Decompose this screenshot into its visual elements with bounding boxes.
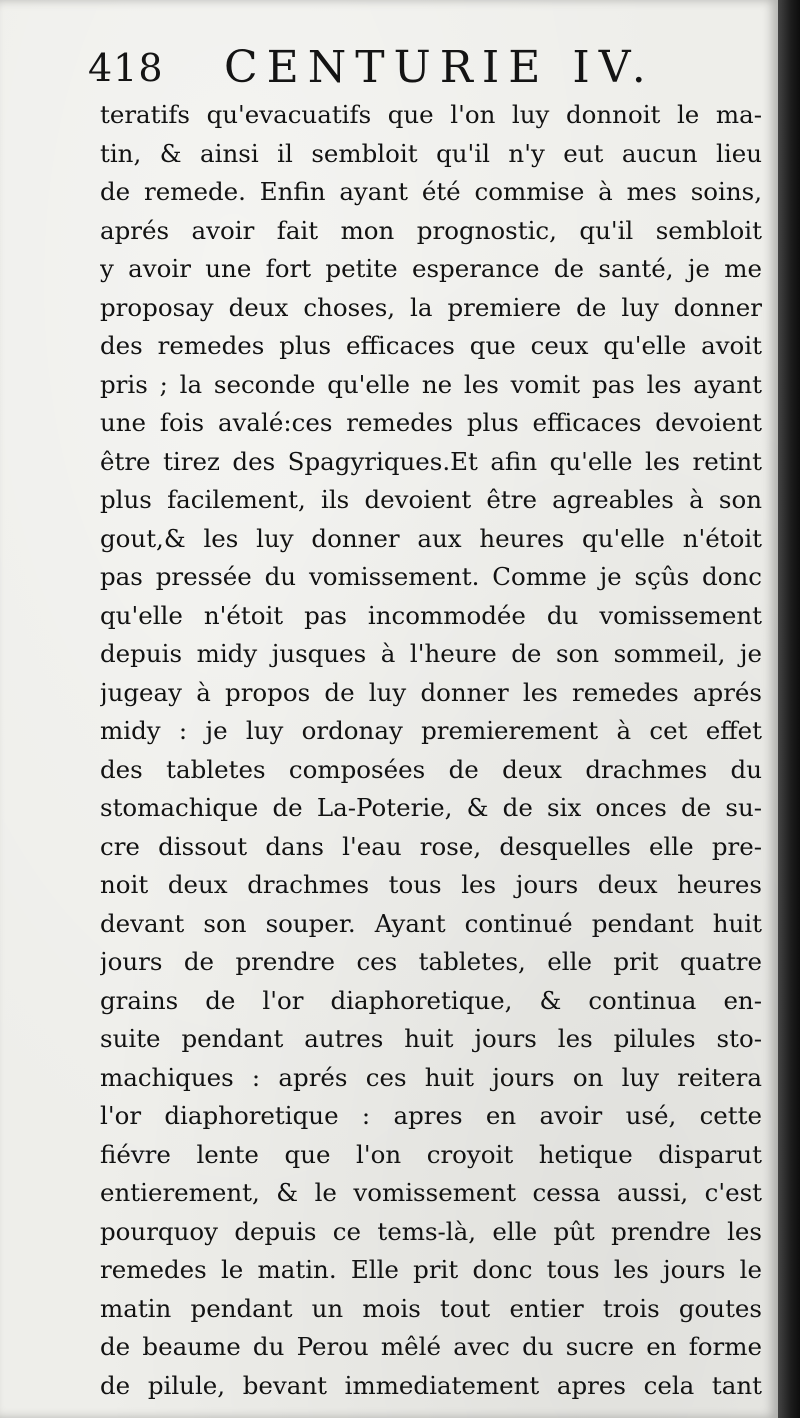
text-line: de remede. Enfin ayant été commise à mes soins,: [100, 177, 762, 206]
text-line: pourquoy depuis ce tems-là, elle pût prendre les: [100, 1216, 762, 1246]
text-line: matin pendant un mois tout entier trois goutes: [100, 1293, 762, 1323]
text-line: jugeay à propos de luy donner les remedes aprés: [100, 677, 762, 707]
body-text: [100, 96, 762, 1405]
page-header: [88, 38, 728, 94]
text-line: des remedes plus efficaces que ceux qu'elle avoit: [100, 331, 762, 360]
text-line: teratifs qu'evacuatifs que l'on luy donnoit le ma-: [100, 100, 762, 129]
text-line: de beaume du Perou mêlé avec du sucre en forme: [100, 1332, 762, 1361]
text-line: l'or diaphoretique : apres en avoir usé, cette: [100, 1101, 762, 1130]
text-line: cre dissout dans l'eau rose, desquelles elle pre-: [100, 831, 762, 861]
text-line: devant son souper. Ayant continué pendant huit: [100, 908, 762, 938]
text-line: être tirez des Spagyriques.Et afin qu'elle les retint: [100, 446, 762, 476]
text-line: machiques : aprés ces huit jours on luy reitera: [100, 1062, 762, 1092]
text-line: gout,& les luy donner aux heures qu'elle n'étoit: [100, 523, 762, 553]
text-line: depuis midy jusques à l'heure de son sommeil, je: [100, 639, 762, 668]
text-line: pas pressée du vomissement. Comme je sçûs donc: [100, 562, 762, 591]
text-line: entierement, & le vomissement cessa aussi, c'est: [100, 1178, 762, 1207]
page-number: 418: [88, 46, 164, 90]
text-line: midy : je luy ordonay premierement à cet effet: [100, 716, 762, 745]
text-line: pris ; la seconde qu'elle ne les vomit pas les ayant: [100, 369, 762, 399]
text-line: noit deux drachmes tous les jours deux heures: [100, 870, 762, 899]
text-line: qu'elle n'étoit pas incommodée du vomissement: [100, 600, 762, 630]
text-line: remedes le matin. Elle prit donc tous les jours le: [100, 1255, 762, 1284]
text-line: une fois avalé:ces remedes plus efficaces devoient: [100, 408, 762, 437]
text-line: de pilule, bevant immediatement apres cela tant: [100, 1370, 762, 1400]
text-line: jours de prendre ces tabletes, elle prit quatre: [100, 947, 762, 976]
book-edge-shadow: [778, 0, 800, 1418]
running-head: CENTURIE IV.: [224, 42, 655, 93]
text-line: fiévre lente que l'on croyoit hetique disparut: [100, 1139, 762, 1169]
text-line: stomachique de La-Poterie, & de six onces de su-: [100, 793, 762, 822]
text-line: grains de l'or diaphoretique, & continua en-: [100, 985, 762, 1015]
text-line: proposay deux choses, la premiere de luy donner: [100, 292, 762, 322]
text-line: des tabletes composées de deux drachmes du: [100, 754, 762, 784]
text-line: plus facilement, ils devoient être agreables à son: [100, 485, 762, 514]
text-line: aprés avoir fait mon prognostic, qu'il sembloit: [100, 215, 762, 245]
text-line: suite pendant autres huit jours les pilules sto-: [100, 1024, 762, 1053]
text-line: tin, & ainsi il sembloit qu'il n'y eut aucun lieu: [100, 138, 762, 168]
text-line: y avoir une fort petite esperance de santé, je me: [100, 254, 762, 283]
